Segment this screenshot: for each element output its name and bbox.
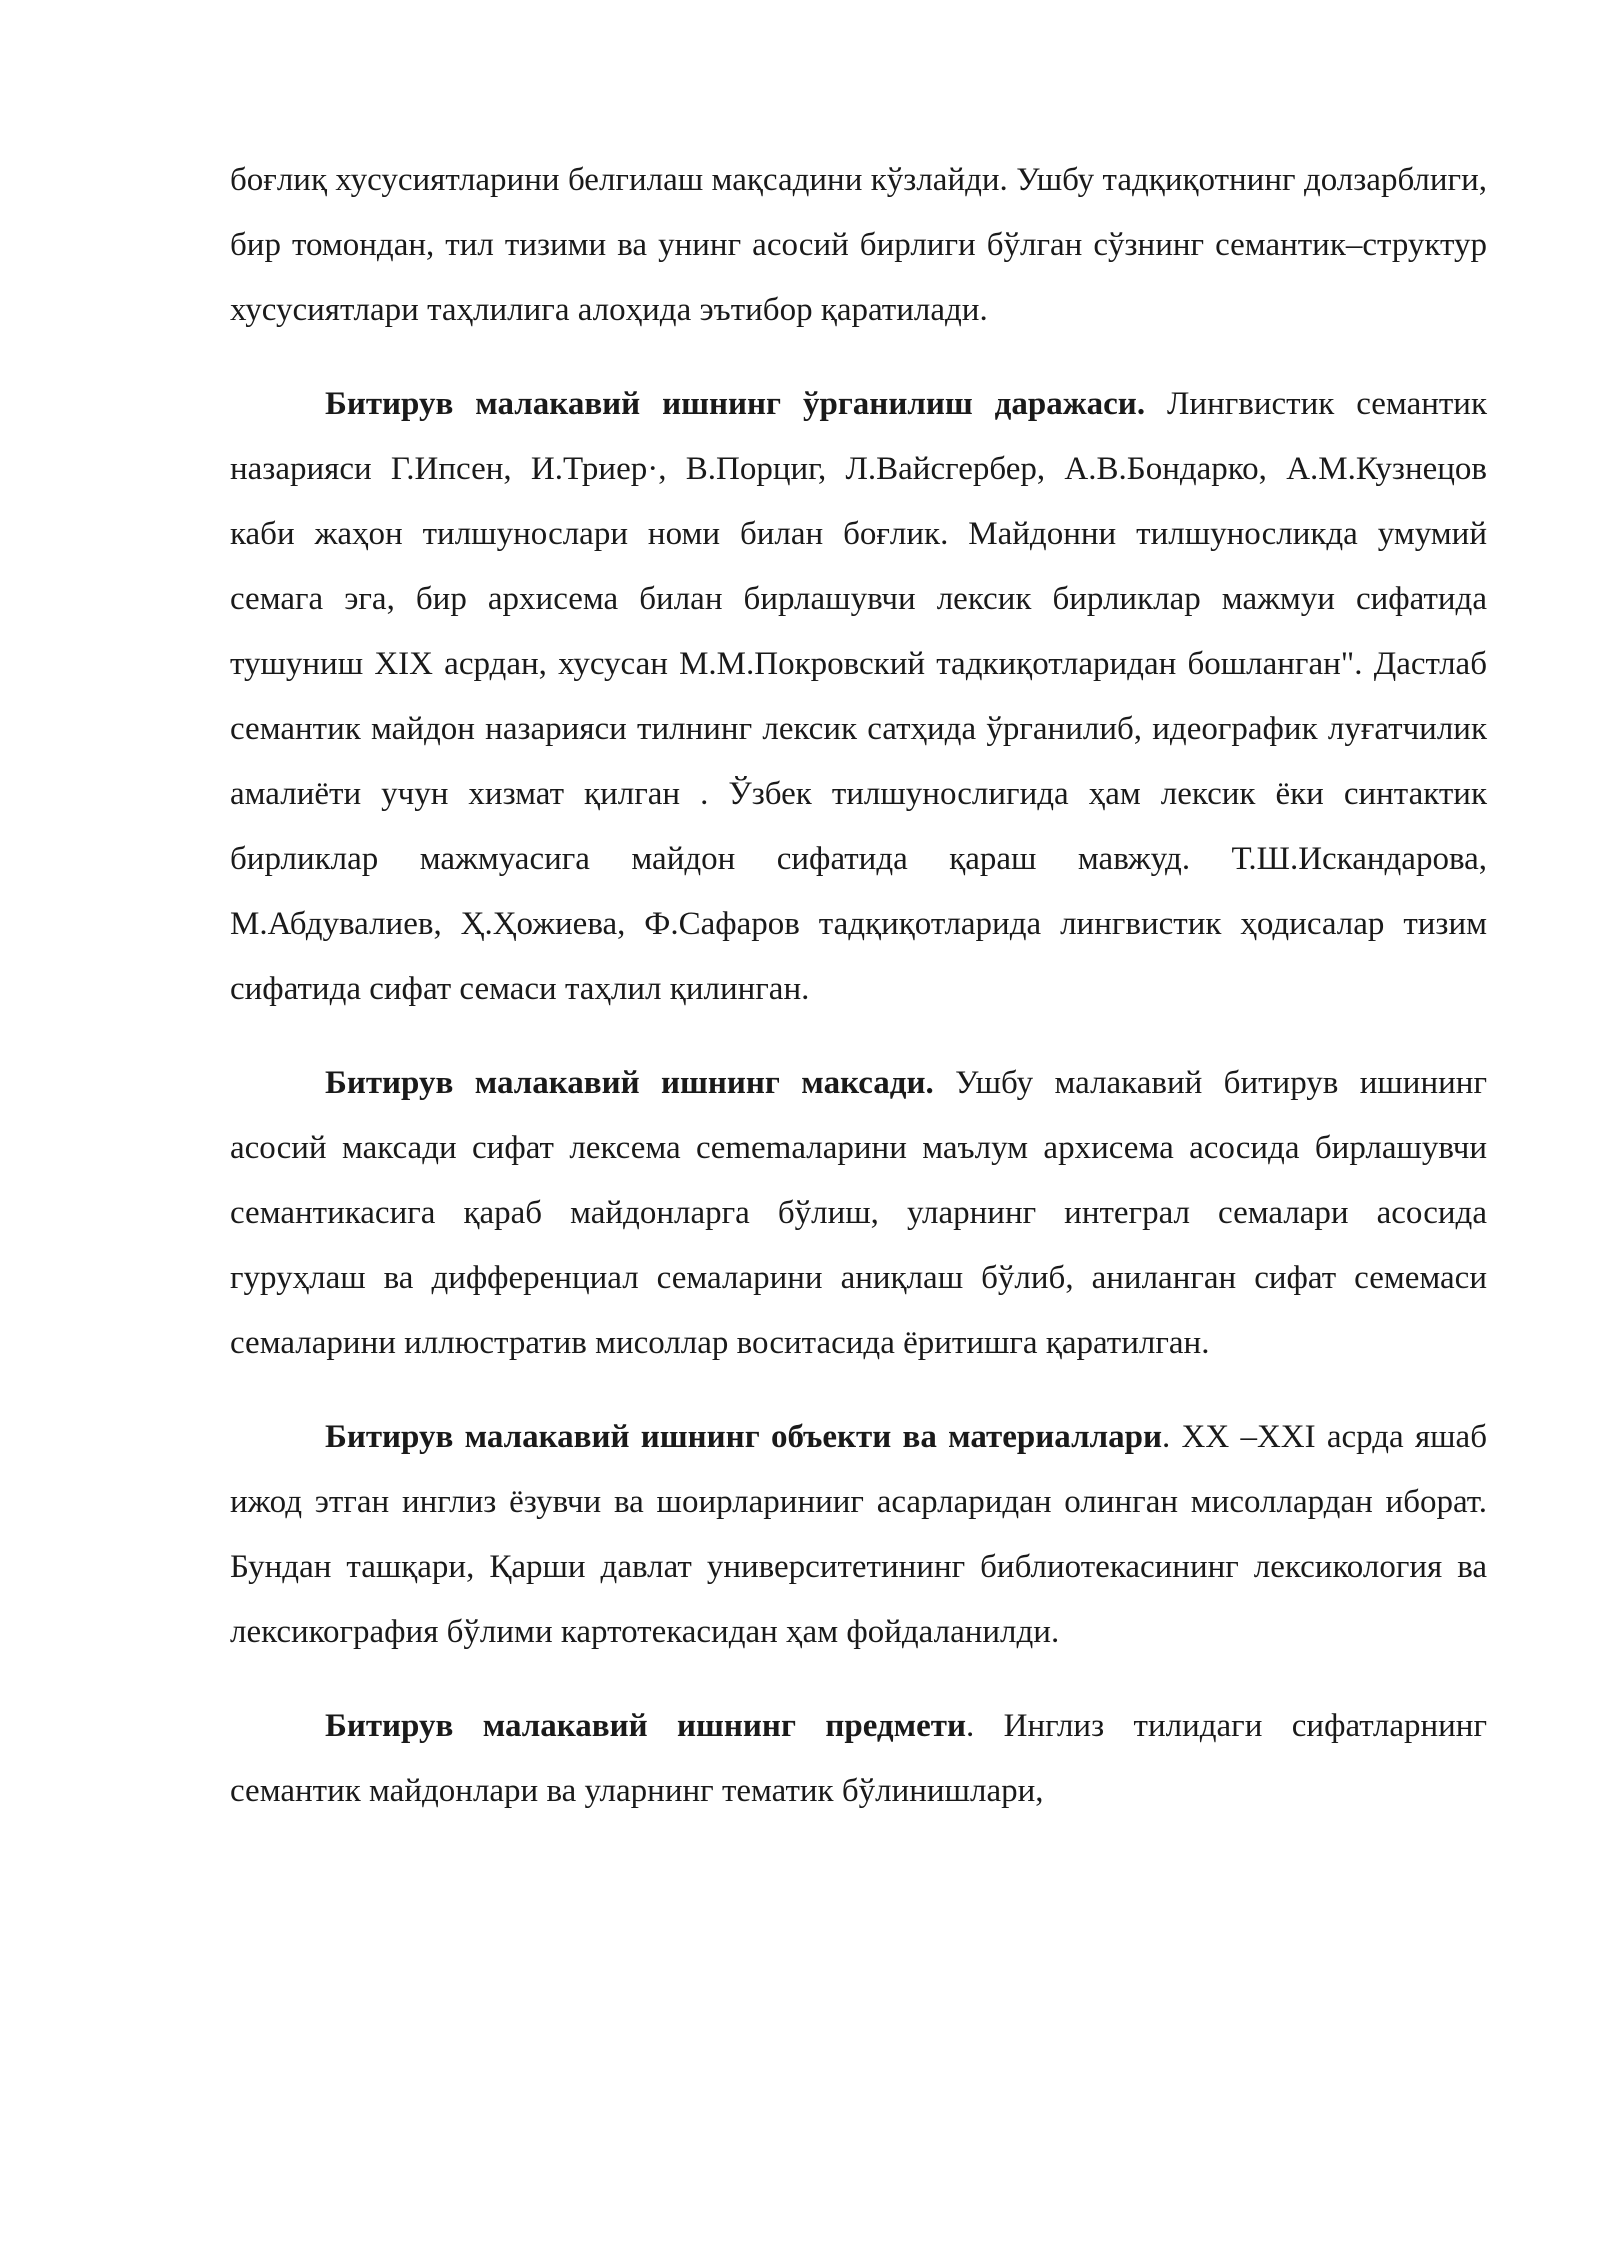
section-heading: Битирув малакавий ишнинг максади. [325,1065,934,1101]
paragraph-text: Ушбу малакавий битирув ишининг асосий максади сифат лексема сememаларини маълум архисема асосида бирлашувчи семантикасига қараб майдонларга бўлиш, уларнинг интеграл семалари асосида гуруҳлаш ва дифференциал семаларини аниқлаш бўлиб, аниланган сифат семемаси семаларини иллюстратив мисоллар воситасида ёритишга қаратилган. [230,1065,1487,1361]
paragraph-study-level [230,372,1487,1022]
section-heading: Битирув малакавий ишнинг предмети [325,1708,966,1744]
document-page [230,148,1487,1853]
paragraph-goal [230,1051,1487,1376]
paragraph-text: боғлиқ хусусиятларини белгилаш мақсадини кўзлайди. Ушбу тадқиқотнинг долзарблиги, бир томондан, тил тизими ва унинг асосий бирлиги бўлган сўзнинг семантик–структур хусусиятлари таҳлилига алоҳида эътибор қаратилади. [230,162,1487,328]
paragraph-text: Лингвистик семантик назарияси Г.Ипсен, И.Триер·, В.Порциг, Л.Вайсгербер, А.В.Бондарко, А.М.Кузнецов каби жаҳон тилшунослари номи билан боғлик. Майдонни тилшуносликда умумий семага эга, бир архисема билан бирлашувчи лексик бирликлар мажмуи сифатида тушуниш XIX асрдан, хусусан М.М.Покровский тадкиқотларидан бошланган". Дастлаб семантик майдон назарияси тилнинг лексик сатҳида ўрганилиб, идеографик луғатчилик амалиёти учун хизмат қилган . Ўзбек тилшунослигида ҳам лексик ёки синтактик бирликлар мажмуасига майдон сифатида қараш мавжуд. Т.Ш.Искандарова, М.Абдувалиев, Ҳ.Ҳожиева, Ф.Сафаров тадқиқотларида лингвистик ҳодисалар тизим сифатида сифат семаси таҳлил қилинган. [230,386,1487,1007]
heading-suffix: . [1161,1419,1171,1455]
section-heading: Битирув малакавий ишнинг ўрганилиш даражаси. [325,386,1146,422]
section-heading: Битирув малакавий ишнинг объекти ва материаллари [325,1419,1162,1455]
heading-suffix: . [965,1708,975,1744]
paragraph-object [230,1405,1487,1665]
paragraph-text: XX –XXI асрда яшаб ижод этган инглиз ёзувчи ва шоирларинииг асарларидан олинган мисоллардан иборат. Бундан ташқари, Қарши давлат университетининг библиотекасининг лексикология ва лексикография бўлими картотекасидан ҳам фойдаланилди. [230,1419,1487,1650]
paragraph-text: Инглиз тилидаги сифатларнинг семантик майдонлари ва уларнинг тематик бўлинишлари, [230,1708,1487,1809]
paragraph-intro [230,148,1487,343]
paragraph-subject [230,1694,1487,1824]
